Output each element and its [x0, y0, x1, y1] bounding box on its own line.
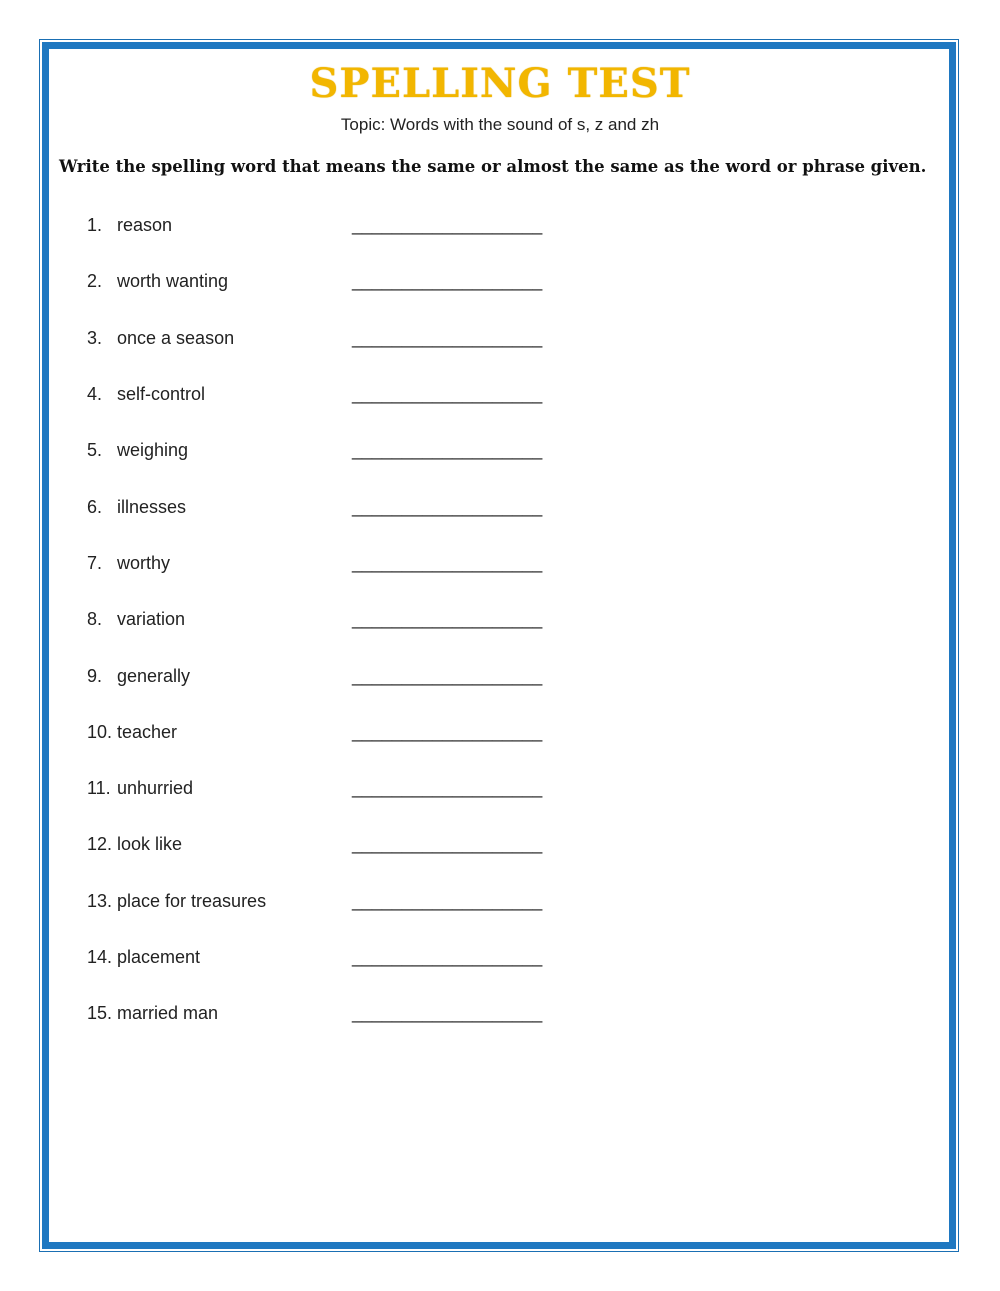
item-number: 7. — [87, 553, 103, 573]
answer-blank[interactable]: ___________________ — [352, 778, 543, 798]
list-item — [0, 550, 1000, 576]
item-prompt: teacher — [117, 722, 178, 742]
item-prompt: unhurried — [117, 778, 194, 798]
instruction-text: Write the spelling word that means the same or almost the same as the word or phrase given. — [59, 157, 927, 176]
item-prompt: self-control — [117, 384, 206, 404]
answer-blank[interactable]: ___________________ — [352, 722, 543, 742]
list-item — [0, 1000, 1000, 1026]
item-prompt: married man — [117, 1003, 219, 1023]
item-number: 6. — [87, 497, 103, 517]
answer-blank[interactable]: ___________________ — [352, 271, 543, 291]
item-number: 2. — [87, 271, 103, 291]
item-number: 9. — [87, 666, 103, 686]
topic-subtitle: Topic: Words with the sound of s, z and zh — [340, 115, 660, 134]
list-item — [0, 888, 1000, 914]
answer-blank[interactable]: ___________________ — [352, 553, 543, 573]
list-item — [0, 381, 1000, 407]
answer-blank[interactable]: ___________________ — [352, 1003, 543, 1023]
list-item — [0, 494, 1000, 520]
item-number: 4. — [87, 384, 103, 404]
list-item — [0, 719, 1000, 745]
item-number: 8. — [87, 609, 103, 629]
answer-blank[interactable]: ___________________ — [352, 215, 543, 235]
list-item — [0, 775, 1000, 801]
item-prompt: worth wanting — [117, 271, 229, 291]
list-item — [0, 212, 1000, 238]
list-item — [0, 831, 1000, 857]
item-number: 5. — [87, 440, 103, 460]
item-prompt: reason — [117, 215, 173, 235]
item-prompt: place for treasures — [117, 891, 267, 911]
item-number: 10. — [87, 722, 113, 742]
answer-blank[interactable]: ___________________ — [352, 834, 543, 854]
list-item — [0, 606, 1000, 632]
list-item — [0, 944, 1000, 970]
answer-blank[interactable]: ___________________ — [352, 440, 543, 460]
item-number: 1. — [87, 215, 103, 235]
item-number: 14. — [87, 947, 113, 967]
item-prompt: variation — [117, 609, 186, 629]
item-number: 11. — [87, 778, 111, 798]
answer-blank[interactable]: ___________________ — [352, 609, 543, 629]
answer-blank[interactable]: ___________________ — [352, 891, 543, 911]
list-item — [0, 663, 1000, 689]
item-number: 15. — [87, 1003, 113, 1023]
item-number: 13. — [87, 891, 113, 911]
item-number: 3. — [87, 328, 103, 348]
answer-blank[interactable]: ___________________ — [352, 384, 543, 404]
answer-blank[interactable]: ___________________ — [352, 497, 543, 517]
list-item — [0, 437, 1000, 463]
item-prompt: generally — [117, 666, 191, 686]
item-prompt: placement — [117, 947, 201, 967]
list-item — [0, 325, 1000, 351]
answer-blank[interactable]: ___________________ — [352, 328, 543, 348]
item-prompt: weighing — [117, 440, 189, 460]
answer-blank[interactable]: ___________________ — [352, 666, 543, 686]
list-item — [0, 268, 1000, 294]
item-prompt: worthy — [117, 553, 171, 573]
item-prompt: look like — [117, 834, 183, 854]
item-number: 12. — [87, 834, 113, 854]
page-title: SPELLING TEST — [309, 60, 691, 107]
answer-blank[interactable]: ___________________ — [352, 947, 543, 967]
item-prompt: once a season — [117, 328, 235, 348]
item-prompt: illnesses — [117, 497, 187, 517]
